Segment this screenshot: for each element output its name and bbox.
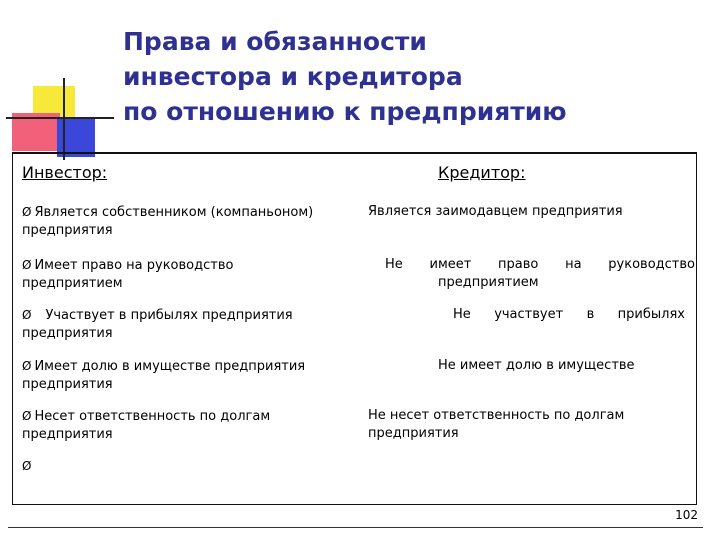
creditor-item [368,256,695,292]
title-line-1: Права и обязанности [123,27,427,56]
slide-title [123,24,703,129]
creditor-item [368,306,686,324]
bullet-arrow-icon: Ø [22,459,32,473]
bullet-arrow-icon: Ø [22,205,32,219]
investor-empty-bullet [22,457,352,476]
investor-item-line: Имеет долю в имуществе предприятия [34,359,306,374]
bullet-arrow-icon: Ø [22,308,32,322]
creditor-item-line: предприятия [368,426,459,441]
creditor-item-line: предприятием [438,275,539,290]
creditor-word: право [498,257,539,272]
decor-vertical-line [63,78,65,160]
investor-item-line: предприятия [22,427,113,442]
investor-item-line: предприятия [22,223,113,238]
investor-item-line: предприятием [22,276,123,291]
investor-item [22,357,352,394]
investor-item-line: Имеет право на руководство [34,258,234,273]
investor-item [22,306,352,343]
investor-item-line: Несет ответственность по долгам [34,409,271,424]
creditor-word: Не [385,257,403,272]
page-number: 102 [675,508,698,522]
investor-item [22,256,352,293]
creditor-word: имеет [429,257,472,272]
investor-header: Инвестор: [22,163,108,182]
creditor-item-line: Не имеет долю в имуществе [438,358,635,373]
creditor-word: руководство [608,257,695,272]
creditor-item [368,357,686,375]
creditor-justified-line [385,256,695,274]
creditor-justified-line [453,306,685,324]
creditor-item-line: Не несет ответственность по долгам [368,408,625,423]
creditor-word: Не [453,307,471,322]
creditor-header: Кредитор: [438,163,526,182]
bullet-arrow-icon: Ø [22,359,32,373]
bullet-arrow-icon: Ø [22,258,32,272]
creditor-word: прибылях [617,307,685,322]
investor-item [22,407,352,444]
investor-item-line: предприятия [22,326,113,341]
title-line-3: по отношению к предприятию [123,97,567,126]
investor-item [22,203,352,240]
bullet-arrow-icon: Ø [22,409,32,423]
creditor-item [368,407,686,443]
investor-item-line: предприятия [22,377,113,392]
decor-horizontal-line [6,117,114,119]
creditor-word: на [565,257,582,272]
title-line-2: инвестора и кредитора [123,62,463,91]
creditor-word: участвует [494,307,564,322]
investor-item-line: Участвует в прибылях предприятия [45,308,293,323]
creditor-item [368,203,686,221]
creditor-word: в [586,307,595,322]
investor-item-line: Является собственником (компаньоном) [34,205,314,220]
creditor-item-line: Является заимодавцем предприятия [368,204,623,219]
footer-divider [8,527,703,528]
